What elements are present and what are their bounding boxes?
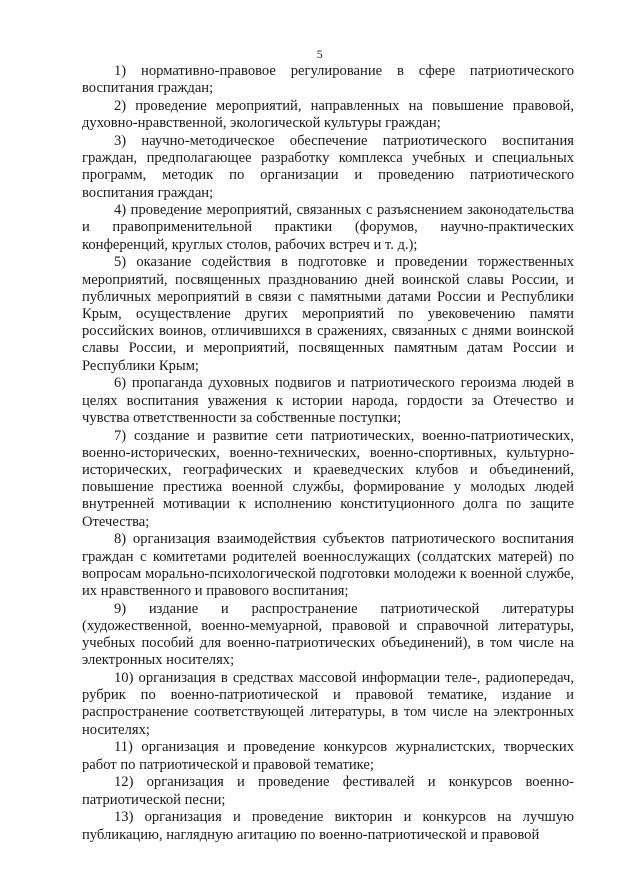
document-body bbox=[82, 63, 574, 844]
list-item-8: 8) организация взаимодействия субъектов патриотического воспитания граждан с комитетами родителей военнослужащих (солдатских матерей) по вопросам морально-психологической подготовки молодежи к военной службе, их нравственного и правового воспитания; bbox=[82, 531, 574, 599]
page-number: 5 bbox=[316, 47, 324, 61]
list-item-7: 7) создание и развитие сети патриотических, военно-патриотических, военно-исторических, военно-технических, военно-спортивных, культурно-исторических, географических и краеведческих клубов и объединений, повышение престижа военной службы, формирование у молодых людей внутренней мотивации к исполнению конституционного долга по защите Отечества; bbox=[82, 427, 574, 530]
list-item-3: 3) научно-методическое обеспечение патриотического воспитания граждан, предполагающее разработку комплекса учебных и специальных программ, методик по организации и проведению патриотического воспитания граждан; bbox=[82, 132, 574, 201]
list-item-12: 12) организация и проведение фестивалей и конкурсов военно-патриотической песни; bbox=[82, 774, 574, 808]
list-item-1: 1) нормативно-правовое регулирование в сфере патриотического воспитания граждан; bbox=[82, 63, 574, 97]
list-item-6: 6) пропаганда духовных подвигов и патриотического героизма людей в целях воспитания уважения к истории народа, гордости за Отечество и чувства ответственности за собственные поступки; bbox=[82, 375, 574, 426]
list-item-5: 5) оказание содействия в подготовке и проведении торжественных мероприятий, посвященных празднованию дней воинской славы России, и публичных мероприятий в связи с памятными датами России и Республики Крым, осуществление других мероприятий по увековечению памяти российских воинов, отличившихся в сражениях, связанных с днями воинской славы России, и мероприятий, посвященных памятным датам России и Республики Крым; bbox=[82, 254, 574, 374]
list-item-11: 11) организация и проведение конкурсов журналистских, творческих работ по патриотической и правовой тематике; bbox=[82, 739, 574, 773]
list-item-2: 2) проведение мероприятий, направленных на повышение правовой, духовно-нравственной, экологической культуры граждан; bbox=[82, 97, 574, 132]
list-item-10: 10) организация в средствах массовой информации теле-, радиопередач, рубрик по военно-патриотической и правовой тематике, издание и распространение соответствующей литературы, в том числе на электронных носителях; bbox=[82, 670, 574, 738]
list-item-13: 13) организация и проведение викторин и конкурсов на лучшую публикацию, наглядную агитацию по военно-патриотической и правовой bbox=[82, 809, 574, 843]
list-item-4: 4) проведение мероприятий, связанных с разъяснением законодательства и правоприменительной практики (форумов, научно-практических конференций, круглых столов, рабочих встреч и т. д.); bbox=[82, 202, 574, 253]
list-item-9: 9) издание и распространение патриотической литературы (художественной, военно-мемуарной, правовой и справочной литературы, учебных пособий для военно-патриотических объединений), в том числе на электронных носителях; bbox=[82, 600, 574, 669]
